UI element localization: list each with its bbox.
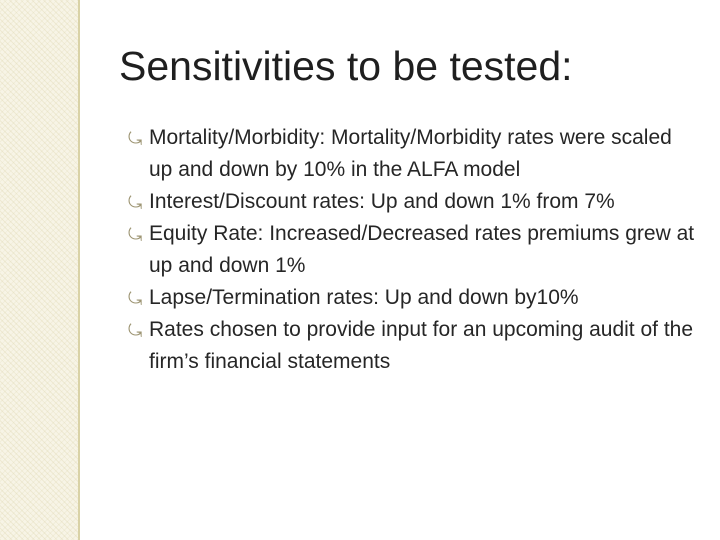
curved-arrow-bullet-icon: ⤿ [128,289,143,308]
bullet-item-mortality [128,122,700,186]
bullet-list [128,122,700,378]
bullet-text: Interest/Discount rates: Up and down 1% from 7% [149,190,615,213]
bullet-item-lapse [128,282,700,314]
decorative-left-band [0,0,78,540]
bullet-text: Rates chosen to provide input for an upcoming audit of the firm’s financial statements [149,318,694,373]
bullet-text: Equity Rate: Increased/Decreased rates premiums grew at up and down 1% [149,222,695,277]
bullet-text: Lapse/Termination rates: Up and down by10% [149,286,579,309]
decorative-vertical-rule [78,0,80,540]
bullet-item-interest [128,186,700,218]
curved-arrow-bullet-icon: ⤿ [128,225,143,244]
bullet-text: Mortality/Morbidity: Mortality/Morbidity rates were scaled up and down by 10% in the ALFA model [149,126,672,181]
slide-title: Sensitivities to be tested: [119,43,573,89]
curved-arrow-bullet-icon: ⤿ [128,321,143,340]
curved-arrow-bullet-icon: ⤿ [128,193,143,212]
bullet-item-equity [128,218,700,282]
curved-arrow-bullet-icon: ⤿ [128,129,143,148]
bullet-item-rates-chosen [128,314,700,378]
